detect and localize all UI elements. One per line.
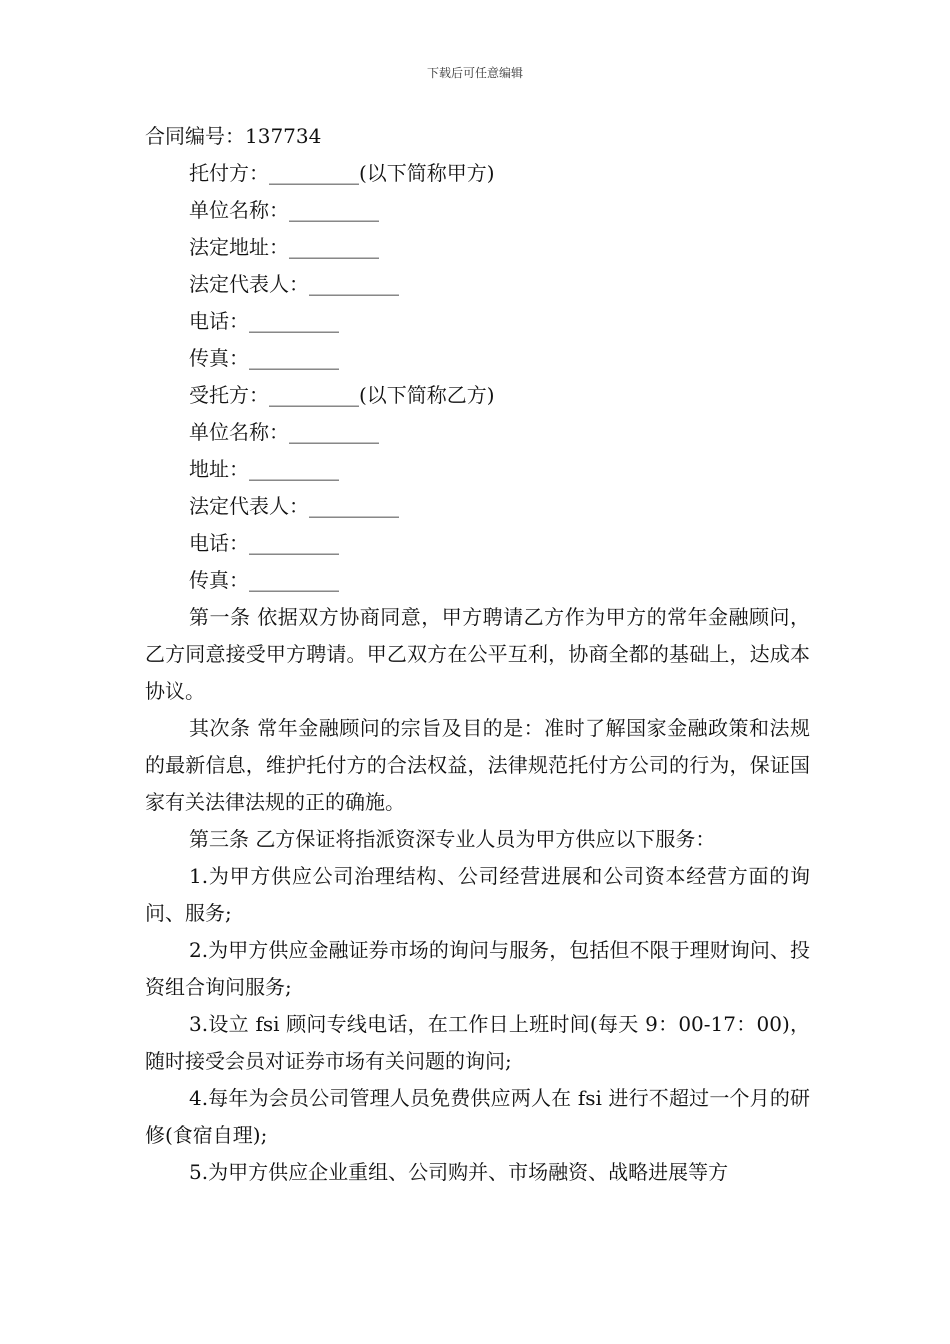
article-3-paragraph: 第三条 乙方保证将指派资深专业人员为甲方供应以下服务： xyxy=(189,827,716,851)
party-a-phone-field: 电话：_________ xyxy=(189,309,339,333)
party-a-legal-representative-field: 法定代表人：_________ xyxy=(189,272,399,296)
contract-number: 合同编号：137734 xyxy=(145,124,322,148)
party-b-address-field: 地址：_________ xyxy=(189,457,339,481)
contract-body xyxy=(145,118,810,1191)
article-2-paragraph: 其次条 常年金融顾问的宗旨及目的是：准时了解国家金融政策和法规的最新信息，维护托付方的合法权益，法律规范托付方公司的行为，保证国家有关法律法规的正的确施。 xyxy=(145,716,810,814)
article-1-paragraph: 第一条 依据双方协商同意，甲方聘请乙方作为甲方的常年金融顾问，乙方同意接受甲方聘请。甲乙双方在公平互利，协商全都的基础上，达成本协议。 xyxy=(145,605,810,703)
service-item-3: 3.设立 fsi 顾问专线电话，在工作日上班时间(每天 9：00-17：00)，随时接受会员对证券市场有关问题的询问; xyxy=(145,1012,810,1073)
service-item-5: 5.为甲方供应企业重组、公司购并、市场融资、战略进展等方 xyxy=(189,1160,729,1184)
service-item-1: 1.为甲方供应公司治理结构、公司经营进展和公司资本经营方面的询问、服务; xyxy=(145,864,810,925)
party-b-phone-field: 电话：_________ xyxy=(189,531,339,555)
party-a-legal-address-field: 法定地址：_________ xyxy=(189,235,379,259)
party-b-field: 受托方：_________(以下简称乙方) xyxy=(189,383,495,407)
page-header-note: 下载后可任意编辑 xyxy=(426,66,523,80)
party-b-company-name-field: 单位名称：_________ xyxy=(189,420,379,444)
party-b-fax-field: 传真：_________ xyxy=(189,568,339,592)
service-item-4: 4.每年为会员公司管理人员免费供应两人在 fsi 进行不超过一个月的研修(食宿自理); xyxy=(145,1086,810,1147)
party-b-legal-representative-field: 法定代表人：_________ xyxy=(189,494,399,518)
service-item-2: 2.为甲方供应金融证券市场的询问与服务，包括但不限于理财询问、投资组合询问服务; xyxy=(145,938,810,999)
party-a-fax-field: 传真：_________ xyxy=(189,346,339,370)
party-a-company-name-field: 单位名称：_________ xyxy=(189,198,379,222)
party-a-field: 托付方：_________(以下简称甲方) xyxy=(189,161,495,185)
